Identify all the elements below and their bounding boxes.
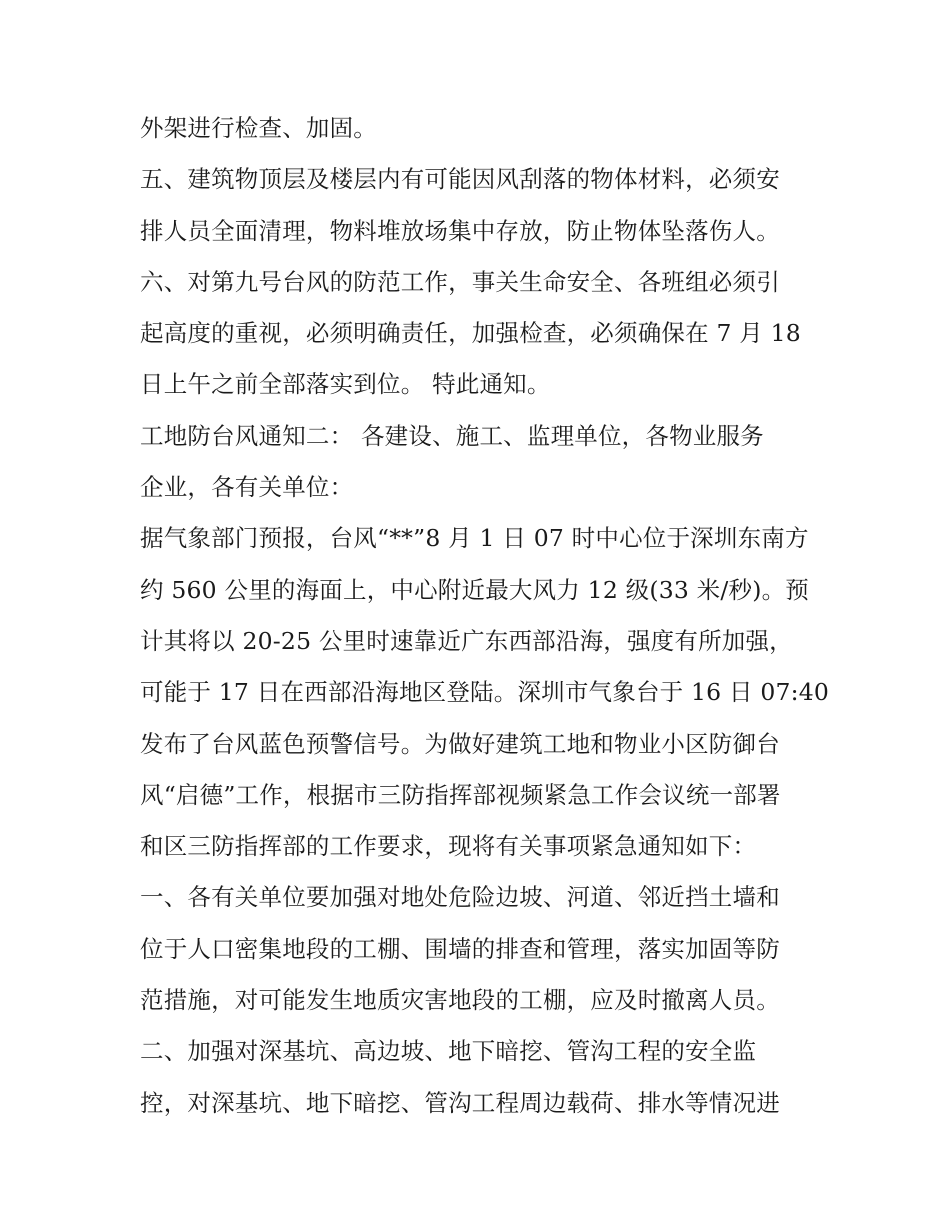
text-line: 排人员全面清理，物料堆放场集中存放，防止物体坠落伤人。 [140, 216, 780, 245]
text-line: 起高度的重视，必须明确责任，加强检查，必须确保在 7 月 18 [140, 319, 801, 348]
text-line: 约 560 公里的海面上，中心附近最大风力 12 级(33 米/秒)。预 [140, 575, 809, 604]
text-line: 工地防台风通知二： 各建设、施工、监理单位，各物业服务 [140, 421, 764, 450]
text-line: 日上午之前全部落实到位。 特此通知。 [140, 370, 551, 399]
text-line: 可能于 17 日在西部沿海地区登陆。深圳市气象台于 16 日 07:40 [140, 678, 830, 707]
text-line: 二、加强对深基坑、高边坡、地下暗挖、管沟工程的安全监 [140, 1037, 757, 1066]
text-line: 范措施，对可能发生地质灾害地段的工棚，应及时撤离人员。 [140, 986, 780, 1015]
text-line: 六、对第九号台风的防范工作，事关生命安全、各班组必须引 [140, 267, 780, 296]
text-line: 风“启德”工作，根据市三防指挥部视频紧急工作会议统一部署 [140, 780, 781, 809]
text-line: 计其将以 20-25 公里时速靠近广东西部沿海，强度有所加强， [140, 626, 793, 655]
document-body [140, 103, 830, 1129]
text-line: 和区三防指挥部的工作要求，现将有关事项紧急通知如下： [140, 832, 757, 861]
text-line: 五、建筑物顶层及楼层内有可能因风刮落的物体材料，必须安 [140, 165, 780, 194]
text-line: 位于人口密集地段的工棚、围墙的排查和管理，落实加固等防 [140, 934, 780, 963]
text-line: 控，对深基坑、地下暗挖、管沟工程周边载荷、排水等情况进 [140, 1088, 780, 1117]
text-line: 外架进行检查、加固。 [140, 114, 377, 142]
text-line: 一、各有关单位要加强对地处危险边坡、河道、邻近挡土墙和 [140, 883, 780, 912]
text-line: 据气象部门预报，台风“**”8 月 1 日 07 时中心位于深圳东南方 [140, 524, 809, 553]
text-line: 发布了台风蓝色预警信号。为做好建筑工地和物业小区防御台 [140, 729, 780, 758]
text-line: 企业，各有关单位： [140, 473, 354, 502]
